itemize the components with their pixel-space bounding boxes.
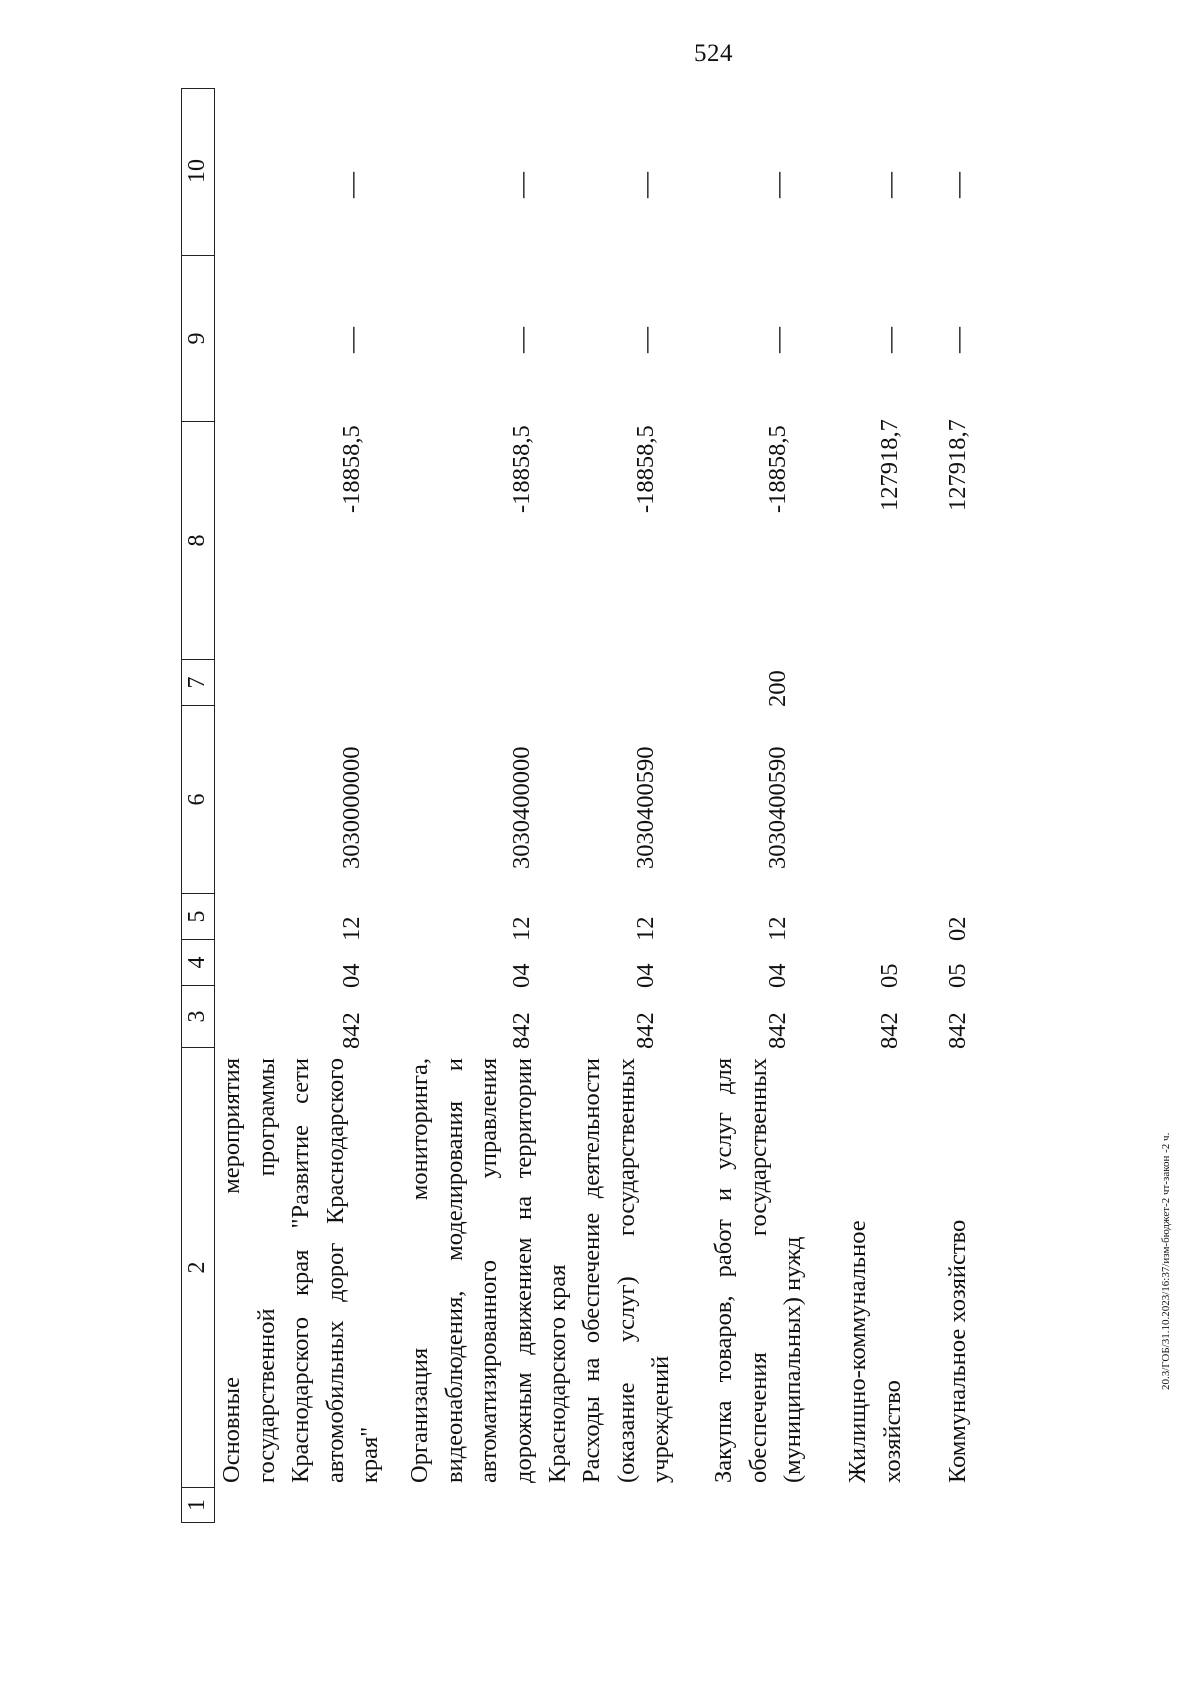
row-code-3: 842 [508, 1012, 535, 1049]
row-code-4: 05 [944, 963, 971, 988]
header-col-8: 8 [182, 422, 214, 660]
row-value-8: -18858,5 [338, 425, 365, 513]
header-col-10: 10 [182, 87, 214, 256]
header-col-2: 2 [182, 1048, 214, 1488]
header-col-4: 4 [182, 940, 214, 986]
row-value-10: — [337, 172, 366, 198]
row-name: Организация мониторинга, видеонаблюдения, моделирования и автоматизированного управления дорожным движением на территории Краснодарского края [406, 1058, 571, 1483]
header-col-6: 6 [182, 706, 214, 894]
row-value-10: — [631, 172, 660, 198]
document-code: 20.3/ГОБ/31.10.2023/16:37/изм-бюджет-2 чт-закон -2 ч. [1160, 1132, 1172, 1390]
row-code-6: 3030400000 [508, 746, 535, 869]
row-code-7: 200 [764, 670, 791, 707]
row-code-5: 02 [944, 916, 971, 941]
row-code-3: 842 [632, 1012, 659, 1049]
header-col-5: 5 [182, 894, 214, 940]
row-value-10: — [763, 172, 792, 198]
header-col-9: 9 [182, 256, 214, 422]
row-code-3: 842 [876, 1012, 903, 1049]
row-code-5: 12 [338, 916, 365, 941]
header-col-1: 1 [184, 1499, 210, 1511]
row-code-5: 12 [632, 916, 659, 941]
row-code-3: 842 [338, 1012, 365, 1049]
page-number: 524 [694, 40, 733, 67]
row-code-4: 05 [876, 963, 903, 988]
table-header-row [181, 88, 215, 1523]
row-value-8: 127918,7 [944, 419, 971, 511]
row-name: Жилищно-коммунальное хозяйство [844, 1220, 906, 1483]
row-code-3: 842 [944, 1012, 971, 1049]
row-value-8: 127918,7 [876, 419, 903, 511]
row-value-8: -18858,5 [508, 425, 535, 513]
row-code-5: 12 [764, 916, 791, 941]
row-value-9: — [631, 327, 660, 353]
row-name: Основные мероприятия государственной программы Краснодарского края "Развитие сети автомобильных дорог Краснодарского края" [218, 1058, 383, 1483]
row-code-4: 04 [338, 963, 365, 988]
row-code-6: 3030000000 [338, 746, 365, 869]
row-value-9: — [337, 327, 366, 353]
row-name: Расходы на обеспечение деятельности (оказание услуг) государственных учреждений [578, 1058, 674, 1483]
row-value-9: — [763, 327, 792, 353]
row-value-10: — [875, 172, 904, 198]
row-code-4: 04 [632, 963, 659, 988]
row-value-10: — [507, 172, 536, 198]
row-code-4: 04 [764, 963, 791, 988]
header-col-3: 3 [182, 986, 214, 1048]
row-value-9: — [943, 327, 972, 353]
row-value-8: -18858,5 [764, 425, 791, 513]
row-code-5: 12 [508, 916, 535, 941]
row-value-8: -18858,5 [632, 425, 659, 513]
row-code-6: 3030400590 [764, 746, 791, 869]
row-code-4: 04 [508, 963, 535, 988]
row-value-9: — [875, 327, 904, 353]
row-name: Закупка товаров, работ и услуг для обеспечения государственных (муниципальных) нужд [710, 1058, 806, 1483]
row-name: Коммунальное хозяйство [944, 1219, 971, 1483]
row-value-10: — [943, 172, 972, 198]
row-code-6: 3030400590 [632, 746, 659, 869]
row-value-9: — [507, 327, 536, 353]
row-code-3: 842 [764, 1012, 791, 1049]
header-col-7: 7 [182, 660, 214, 706]
budget-table [181, 88, 1061, 1523]
